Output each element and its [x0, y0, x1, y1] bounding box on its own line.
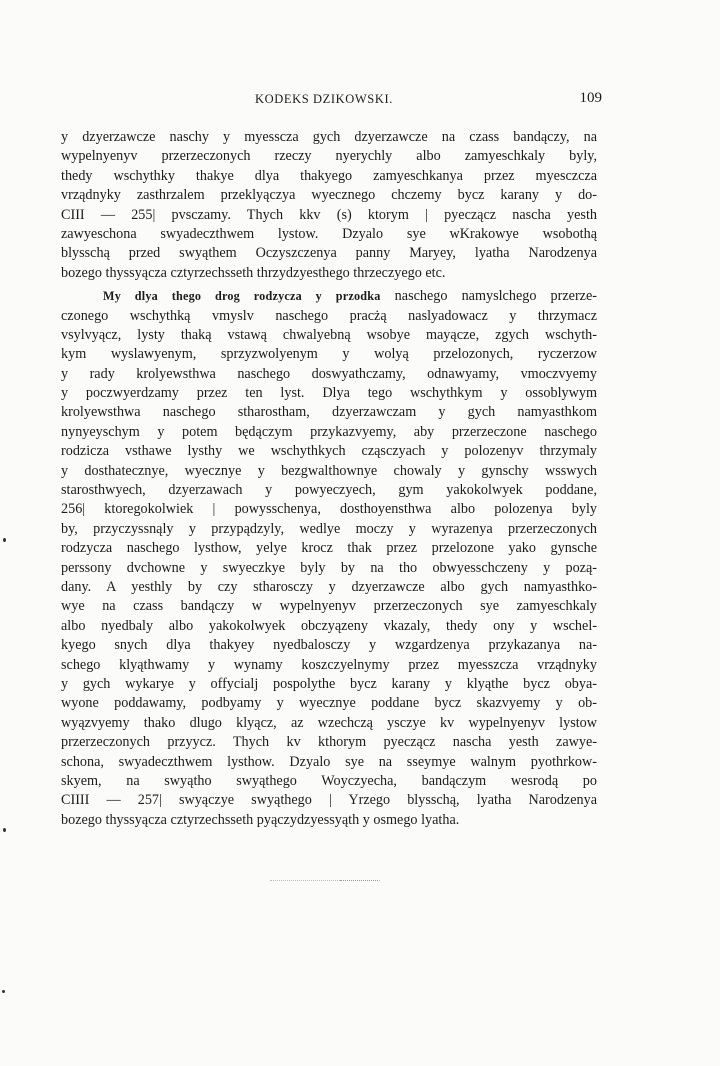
text-line: krolyewsthwa naschego stharostham, dzyerzawczam y gych namyasthkom	[61, 404, 597, 421]
text-line: bozego thyssyącza cztyrzechsseth thrzydzyesthego thrzeczyego etc.	[61, 264, 446, 281]
section-end-ornament	[270, 880, 380, 887]
text-line: CIIII — 257| swyączye swyąthego | Yrzego blysschą, lyatha Narodzenya	[61, 792, 597, 809]
text-line: przerzeczonych przyycz. Thych kv kthorym pyecząсz nascha yesth zawye-	[61, 734, 597, 751]
text-line: vrządnyky zasthrzalem przeklyączya wyecznego chczemy bycz karany y do-	[61, 187, 597, 204]
text-line: perssony dvchowne y swyeczkye byly by na tho obwyesschczeny y pozą-	[61, 559, 597, 576]
text-line: bozego thyssyącza cztyrzechsseth pyączydzyessyąth y osmego lyatha.	[61, 811, 460, 828]
text-line: thedy wschythky thakye dlya thakyego zamyeschkanya przez myesczcza	[61, 167, 597, 184]
margin-speck	[2, 990, 5, 993]
paragraph-1	[61, 128, 597, 283]
text-line: vsylvyącz, lysty thaką vstawą chwalyebną wsobye mayącze, zgych wschyth-	[61, 326, 597, 343]
text-line: y poczwyerdzamy przez ten lyst. Dlya tego wschythkym y ossoblywym	[61, 385, 597, 402]
text-line: kym wyslawyenym, sprzyzwolyenym y wolyą przelozonych, ryczerzow	[61, 346, 597, 363]
text-line: dany. A yesthly by czy stharosczy y dzyerzawcze albo gych namyasthko-	[61, 578, 597, 595]
text-line: blysschą przed swyąthem Oczyszczenya panny Maryey, lyatha Narodzenya	[61, 245, 597, 262]
text-line: wyone poddawamy, podbyamy y wyecznye poddane bycz skazvyemy y ob-	[61, 695, 597, 712]
paragraph-2	[61, 287, 597, 830]
text-line: wyązvyemy thako dlugo klyącz, az wzechczą ysczye kv wypelnyenyv lystow	[61, 714, 597, 731]
text-line: zawyeschona swyadeczthwem lystow. Dzyalo sye wKrakowye wsobothą	[61, 225, 597, 242]
margin-speck	[3, 538, 6, 542]
page-number: 109	[579, 90, 602, 106]
text-line: rodzicza vsthawe lysthy we wschythkych cząsczyach y polozenyv thrzymaly	[61, 443, 597, 460]
text-line: skyem, na swyątho swyąthego Woyczyecha, bandączym wesrodą po	[61, 772, 597, 789]
text-line: rodzycza naschego lysthow, yelye krocz thak przez przelozone yako gynsche	[61, 540, 597, 557]
text-line: y dzyerzawcze naschy y myesscza gych dzyerzawcze na czass bandączy, na	[61, 129, 597, 145]
margin-speck	[3, 828, 6, 832]
text-line: CIII — 255| pvsczamy. Thych kkv (s) ktorym | pyecząсz nascha yesth	[61, 206, 597, 223]
text-line: schona, swyadeczthwem lysthow. Dzyalo sye na sseymye walnym pyothrkow-	[61, 753, 597, 770]
running-title: KODEKS DZIKOWSKI.	[255, 92, 393, 106]
text-line-lead	[61, 287, 597, 306]
paragraph-lead: My dlya thego drog rodzycza y przodka	[103, 289, 381, 304]
text-line: czonego wschythką vmyslv naschego pracżą naslyadowacz y thrzymacz	[61, 307, 597, 324]
text-line: y gych wykarye y offycialj pospolythe bycz karany y klyąthe bycz obya-	[61, 675, 597, 692]
text-line: 256| ktoregokolwiek | powysschenya, dosthoyensthwa albo polozenya byly	[61, 501, 597, 518]
text-line: wye na czass bandączy w wypelnyenyv przerzeczonych sye zamyeschkaly	[61, 598, 597, 615]
text-line: albo nyedbaly albo yakokolwyek obczyązeny vkazaly, thedy ony y wschel-	[61, 617, 597, 634]
text-line: nynyeyschym y potem będączym przykazvyemy, aby przerzeczone naschego	[61, 423, 597, 440]
text-fragment: naschego namyslchego przerze-	[394, 288, 597, 305]
text-line: y rady krolyewsthwa naschego doswyathczamy, odnawyamy, vmoczvyemy	[61, 365, 597, 382]
text-line: starosthwyech, dzyerzawach y powyeczyech, gym yakokolwyek poddane,	[61, 482, 597, 499]
text-line: kyego snych dlya thakyey nyedbalosczy y wzgardzenya przykazanya na-	[61, 637, 597, 654]
text-line: by, przyczyssnąly y przypądzyly, wedlye moczy y wyrazenya przerzeczonych	[61, 520, 597, 537]
page-header	[60, 92, 600, 112]
text-line: schego klyąthwamy y wynamy koszczyelnymy przez myesszcza vrządnyky	[61, 656, 597, 673]
text-line: y dosthatecznye, wyecznye y bezgwalthownye chowaly y gynschy wsswych	[61, 462, 597, 479]
body-text	[61, 128, 597, 830]
text-line: wypelnyenyv przerzeczonych rzeczy nyerychly albo zamyeschkaly byly,	[61, 148, 597, 165]
